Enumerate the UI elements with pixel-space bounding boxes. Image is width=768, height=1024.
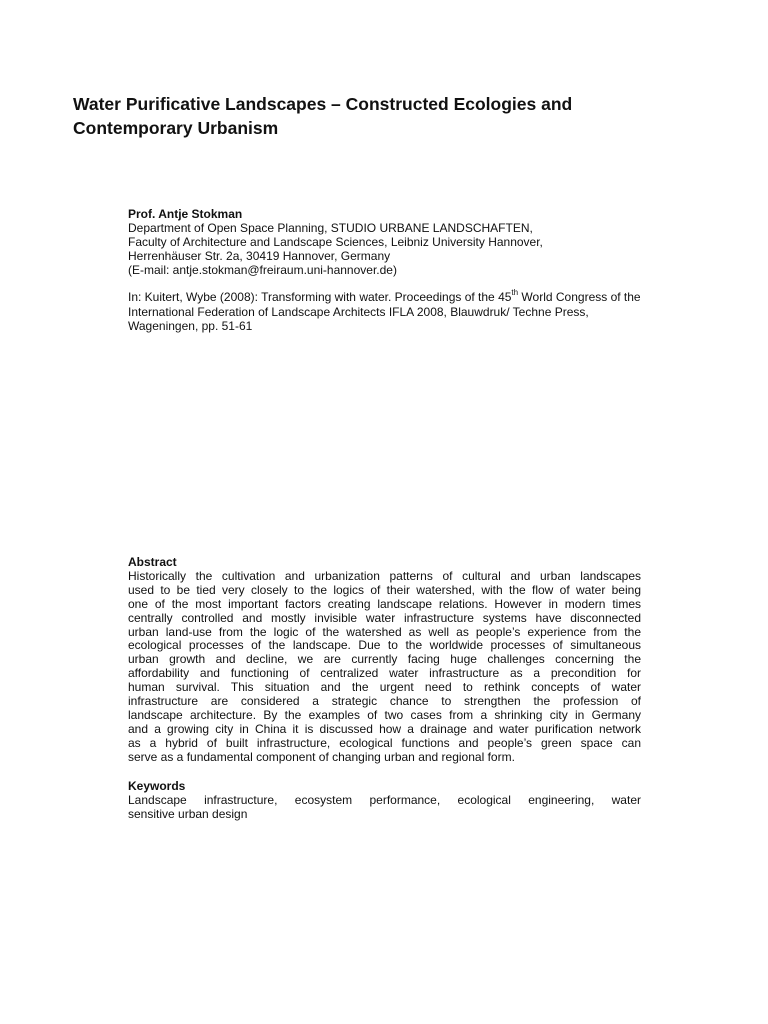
abstract-heading: Abstract (128, 555, 177, 569)
author-name: Prof. Antje Stokman (128, 207, 243, 221)
citation-text: World Congress of the (518, 290, 641, 304)
abstract-line: centrally controlled and mostly invisible water infrastructure systems have disconnected (128, 610, 641, 625)
abstract-section (128, 556, 641, 765)
abstract-line: one of the most important factors creating landscape relations. However in modern times (128, 596, 641, 611)
keywords-line: sensitive urban design (128, 807, 248, 821)
abstract-line: affordability and functioning of centralized water infrastructure as a precondition for (128, 666, 641, 681)
citation-block (128, 290, 688, 334)
abstract-line: used to be tied very closely to the logics of their watershed, with the flow of water being (128, 582, 641, 597)
citation-text: In: Kuitert, Wybe (2008): Transforming with water. Proceedings of the 45 (128, 290, 512, 304)
title-line-1: Water Purificative Landscapes – Constructed Ecologies and (73, 94, 573, 114)
abstract-line: Historically the cultivation and urbanization patterns of cultural and urban landscapes (128, 568, 641, 583)
author-block (128, 207, 688, 277)
abstract-line: human survival. This situation and the urgent need to rethink concepts of water (128, 680, 641, 695)
ordinal-superscript: th (511, 288, 519, 297)
abstract-line: landscape architecture. By the examples of two cases from a shrinking city in Germany (128, 707, 641, 722)
abstract-line: urban land-use from the logic of the watershed as well as people’s experience from the (128, 624, 641, 639)
keywords-heading: Keywords (128, 779, 186, 793)
paper-title (73, 92, 713, 140)
abstract-line: ecological processes of the landscape. Due to the worldwide processes of simultaneous (128, 638, 641, 653)
abstract-line: and a growing city in China it is discussed how a drainage and water purification network (128, 721, 641, 736)
abstract-line: as a hybrid of built infrastructure, ecological functions and people’s green space can (128, 735, 641, 750)
citation-line-3: Wageningen, pp. 51-61 (128, 319, 253, 333)
abstract-body (128, 570, 641, 765)
abstract-line: urban growth and decline, we are currently facing huge challenges concerning the (128, 652, 641, 667)
title-line-2: Contemporary Urbanism (73, 118, 279, 138)
abstract-line: infrastructure are considered a strategic chance to strengthen the profession of (128, 694, 641, 709)
author-email: (E-mail: antje.stokman@freiraum.uni-hannover.de) (128, 263, 397, 277)
keywords-line: Landscape infrastructure, ecosystem performance, ecological engineering, water (128, 793, 641, 807)
affiliation-line: Department of Open Space Planning, STUDIO URBANE LANDSCHAFTEN, (128, 221, 533, 235)
keywords-section (128, 779, 641, 821)
citation-line-1 (128, 290, 688, 305)
citation-line-2: International Federation of Landscape Architects IFLA 2008, Blauwdruk/ Techne Press, (128, 304, 589, 319)
affiliation-line: Herrenhäuser Str. 2a, 30419 Hannover, Germany (128, 249, 391, 263)
abstract-line: serve as a fundamental component of changing urban and regional form. (128, 749, 515, 764)
affiliation-line: Faculty of Architecture and Landscape Sciences, Leibniz University Hannover, (128, 235, 543, 249)
